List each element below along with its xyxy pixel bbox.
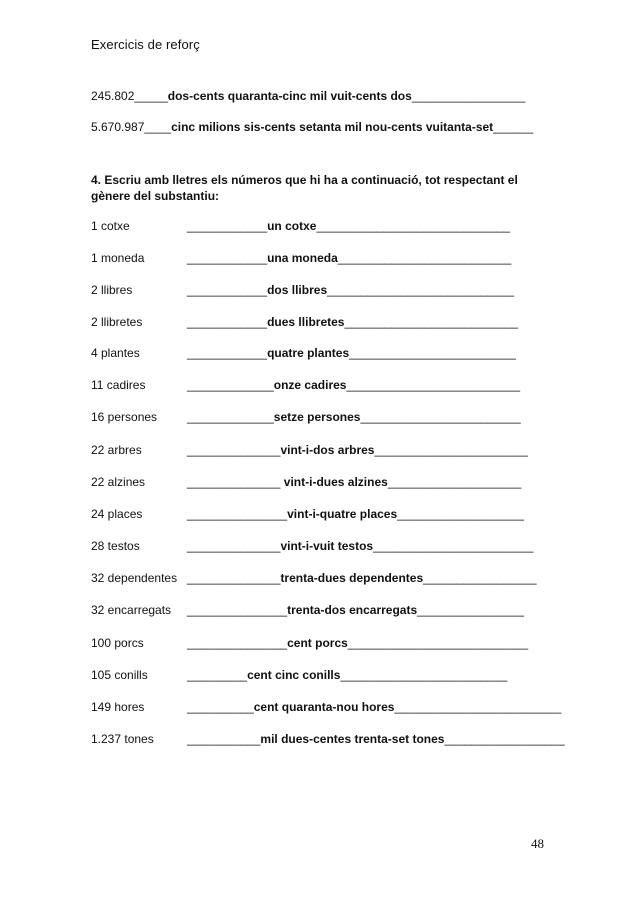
row-answer-line (187, 507, 524, 521)
row-lead: ______________ (187, 539, 281, 553)
row-lead: _______________ (187, 603, 288, 617)
row-trail: __________________ (444, 732, 565, 746)
row-lead: ____________ (187, 283, 268, 297)
row-answer-line (187, 475, 521, 489)
row-answer-line (187, 251, 511, 265)
line-suffix: _________________ (411, 89, 526, 103)
row-answer: cent quaranta-nou hores (253, 700, 395, 714)
row-answer-line (187, 315, 518, 329)
row-trail: __________________________ (337, 251, 512, 265)
row-item: 2 llibres (91, 283, 133, 297)
page-number: 48 (531, 836, 544, 851)
row-trail: ___________________ (397, 507, 524, 521)
row-trail: __________________________ (344, 315, 518, 329)
row-lead: _______________ (187, 636, 288, 650)
line-answer: dos-cents quaranta-cinc mil vuit-cents dos (167, 89, 412, 103)
row-lead: ___________ (187, 732, 261, 746)
row-answer: vint-i-vuit testos (280, 539, 374, 553)
row-item: 2 llibretes (91, 315, 143, 329)
row-item: 149 hores (91, 700, 145, 714)
number-line-1 (91, 89, 525, 103)
row-trail: _________________________ (349, 346, 516, 360)
row-item: 22 arbres (91, 443, 142, 457)
row-lead: ____________ (187, 219, 268, 233)
row-answer: vint-i-quatre places (287, 507, 398, 521)
row-item: 1 moneda (91, 251, 145, 265)
page-header-title: Exercicis de reforç (91, 37, 200, 52)
row-item: 22 alzines (91, 475, 146, 489)
row-answer: onze cadires (273, 378, 347, 392)
row-trail: _________________________ (340, 668, 508, 682)
row-lead: ______________ (187, 571, 281, 585)
row-item: 32 dependentes (91, 571, 178, 585)
row-item: 11 cadires (91, 378, 146, 392)
row-answer-line (187, 571, 537, 585)
row-trail: ________________________ (373, 539, 534, 553)
row-answer-line (187, 732, 565, 746)
row-item: 1 cotxe (91, 219, 130, 233)
row-answer: setze persones (273, 410, 361, 424)
row-item: 100 porcs (91, 636, 144, 650)
row-trail: _______________________ (374, 443, 528, 457)
row-answer: trenta-dues dependentes (280, 571, 424, 585)
row-item: 4 plantes (91, 346, 140, 360)
row-lead: __________ (187, 700, 254, 714)
row-answer: mil dues-centes trenta-set tones (260, 732, 445, 746)
number-line-2 (91, 120, 533, 134)
row-answer-line (187, 443, 528, 457)
row-item: 24 places (91, 507, 143, 521)
row-lead: _________ (187, 668, 248, 682)
row-lead: ______________ (187, 475, 284, 489)
row-item: 16 persones (91, 410, 158, 424)
row-trail: ____________________________ (327, 283, 514, 297)
row-answer: cent cinc conills (247, 668, 341, 682)
row-trail: ________________________ (360, 410, 521, 424)
row-answer-line (187, 219, 510, 233)
row-lead: _____________ (187, 378, 274, 392)
row-answer: vint-i-dues alzines (283, 475, 388, 489)
row-lead: ____________ (187, 251, 268, 265)
row-answer-line (187, 539, 533, 553)
row-answer: trenta-dos encarregats (287, 603, 418, 617)
row-answer-line (187, 346, 516, 360)
row-answer: vint-i-dos arbres (280, 443, 375, 457)
row-answer-line (187, 603, 524, 617)
row-answer-line (187, 700, 561, 714)
row-trail: ___________________________ (347, 636, 528, 650)
row-lead: _______________ (187, 507, 288, 521)
line-prefix: 5.670.987____ (91, 120, 172, 134)
row-answer: dues llibretes (267, 315, 345, 329)
row-lead: _____________ (187, 410, 274, 424)
line-prefix: 245.802_____ (91, 89, 168, 103)
row-answer: un cotxe (267, 219, 317, 233)
row-trail: _________________________ (394, 700, 562, 714)
row-answer-line (187, 410, 521, 424)
row-lead: ______________ (187, 443, 281, 457)
row-answer: dos llibres (267, 283, 328, 297)
line-answer: cinc milions sis-cents setanta mil nou-cents vuitanta-set (171, 120, 494, 134)
row-answer: una moneda (267, 251, 338, 265)
row-item: 1.237 tones (91, 732, 154, 746)
row-trail: _____________________________ (316, 219, 510, 233)
row-trail: __________________________ (346, 378, 520, 392)
exercise-instruction: 4. Escriu amb lletres els números que hi ha a continuació, tot respectant el gènere del substantiu: (91, 173, 518, 203)
row-item: 32 encarregats (91, 603, 172, 617)
row-trail: _________________ (423, 571, 537, 585)
row-answer-line (187, 378, 520, 392)
row-answer: cent porcs (287, 636, 348, 650)
row-answer-line (187, 668, 507, 682)
row-trail: ____________________ (387, 475, 522, 489)
line-suffix: ______ (493, 120, 534, 134)
row-answer: quatre plantes (267, 346, 350, 360)
row-item: 105 conills (91, 668, 148, 682)
row-trail: ________________ (417, 603, 524, 617)
row-item: 28 testos (91, 539, 140, 553)
row-answer-line (187, 636, 528, 650)
row-answer-line (187, 283, 514, 297)
row-lead: ____________ (187, 315, 268, 329)
row-lead: ____________ (187, 346, 268, 360)
